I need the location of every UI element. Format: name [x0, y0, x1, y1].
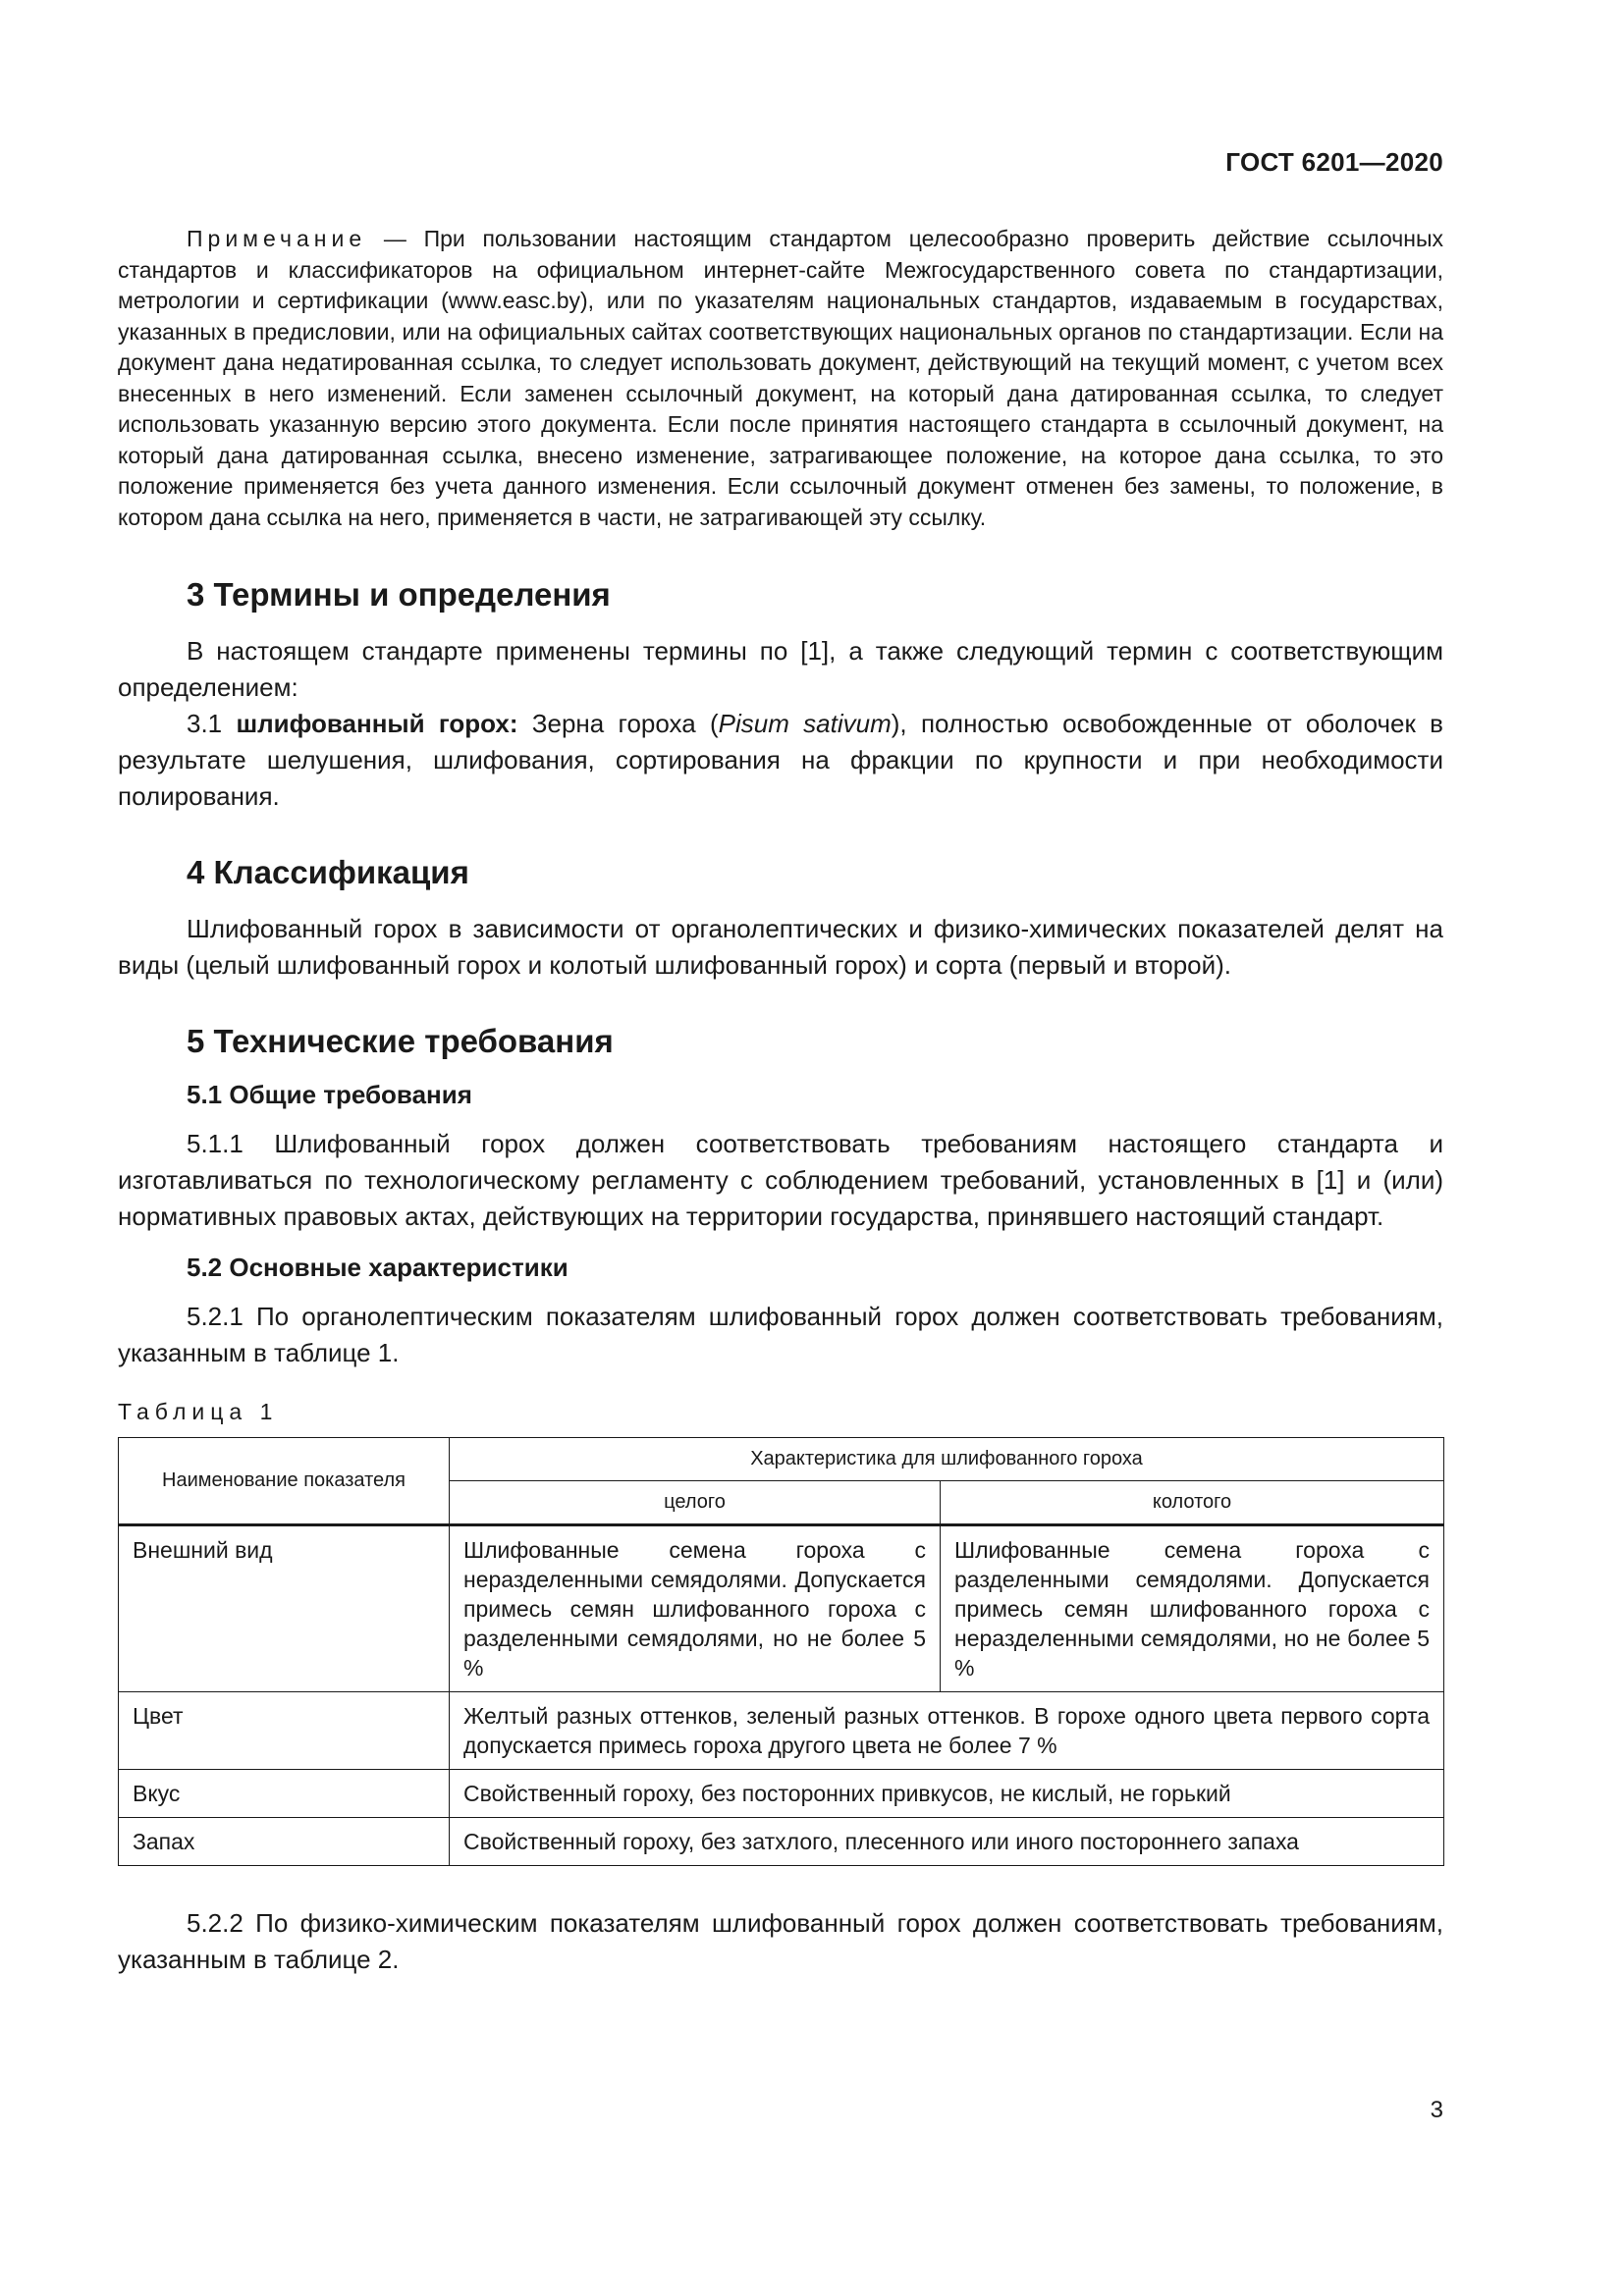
- section-4-title: 4 Классификация: [187, 854, 469, 890]
- term-number: 3.1: [187, 709, 237, 738]
- paragraph-5-2-1: 5.2.1 По органолептическим показателям шлифованный горох должен соответствовать требованиям, указанным в таблице 1.: [118, 1302, 1443, 1367]
- subsection-5-2-title: 5.2 Основные характеристики: [187, 1253, 568, 1282]
- note-label: Примечание: [187, 226, 367, 251]
- section-3-title: 3 Термины и определения: [187, 576, 611, 613]
- term-3-1: [118, 706, 1443, 815]
- section-3-intro: В настоящем стандарте применены термины по [1], а также следующий термин с соответствующим определением:: [118, 636, 1443, 702]
- header-characteristic: Характеристика для шлифованного гороха: [450, 1438, 1444, 1481]
- combined-value: Свойственный гороху, без посторонних привкусов, не кислый, не горький: [450, 1770, 1444, 1818]
- table-row: [119, 1770, 1444, 1818]
- header-split: колотого: [941, 1481, 1444, 1525]
- table-1-caption: Таблица 1: [118, 1399, 279, 1424]
- row-name: Запах: [119, 1818, 450, 1866]
- table-row: [119, 1818, 1444, 1866]
- document-code: ГОСТ 6201—2020: [1225, 147, 1443, 177]
- latin-name: Pisum sativum: [718, 709, 892, 738]
- term-name: шлифованный горох:: [236, 709, 518, 738]
- combined-value: Свойственный гороху, без затхлого, плесенного или иного постороннего запаха: [450, 1818, 1444, 1866]
- paragraph-5-1-1: 5.1.1 Шлифованный горох должен соответствовать требованиям настоящего стандарта и изготавливаться по технологическому регламенту с соблюдением требований, установленных в [1] и (или) нормативных правовых актах, действующих на территории государства, принявшего настоящий стандарт.: [118, 1129, 1443, 1231]
- note-text: — При пользовании настоящим стандартом целесообразно проверить действие ссылочных стандартов и классификаторов на официальном интернет-сайте Межгосударственного совета по стандартизации, метрологии и сертификации (www.easc.by), или по указателям национальных стандартов, издаваемым в государствах, указанных в предисловии, или на официальных сайтах соответствующих национальных органов по стандартизации. Если на документ дана недатированная ссылка, то следует использовать документ, действующий на текущий момент, с учетом всех внесенных в него изменений. Если заменен ссылочный документ, на который дана датированная ссылка, то следует использовать указанную версию этого документа. Если после принятия настоящего стандарта в ссылочный документ, на который дана датированная ссылка, внесено изменение, затрагивающее положение, на которое дана ссылка, то это положение применяется без учета данного изменения. Если ссылочный документ отменен без замены, то положение, в котором дана ссылка на него, применяется в части, не затрагивающей эту ссылку.: [118, 226, 1443, 530]
- section-5-title: 5 Технические требования: [187, 1023, 614, 1059]
- split-value: Шлифованные семена гороха с разделенными семядолями. Допускается примесь семян шлифованного гороха с неразделенными семядолями, но не более 5 %: [941, 1525, 1444, 1692]
- term-definition-part: ), полностью освобожденные от оболочек в результате шелушения, шлифования, сортирования на фракции по крупности и при необходимости полирования.: [118, 709, 1443, 811]
- table-row: [119, 1692, 1444, 1770]
- page-number: 3: [1430, 2097, 1443, 2123]
- table-row: [119, 1525, 1444, 1692]
- page-content: [118, 224, 1443, 1978]
- whole-value: Шлифованные семена гороха с неразделенными семядолями. Допускается примесь семян шлифованного гороха с разделенными семядолями, но не более 5 %: [450, 1525, 941, 1692]
- paragraph-5-2-2: 5.2.2 По физико-химическим показателям шлифованный горох должен соответствовать требованиям, указанным в таблице 2.: [118, 1908, 1443, 1974]
- combined-value: Желтый разных оттенков, зеленый разных оттенков. В горохе одного цвета первого сорта допускается примесь гороха другого цвета не более 7 %: [450, 1692, 1444, 1770]
- reference-note: [118, 224, 1443, 533]
- row-name: Цвет: [119, 1692, 450, 1770]
- row-name: Вкус: [119, 1770, 450, 1818]
- header-whole: целого: [450, 1481, 941, 1525]
- section-4-text: Шлифованный горох в зависимости от органолептических и физико-химических показателей делят на виды (целый шлифованный горох и колотый шлифованный горох) и сорта (первый и второй).: [118, 914, 1443, 980]
- term-definition-part: Зерна гороха (: [517, 709, 719, 738]
- row-name: Внешний вид: [119, 1525, 450, 1692]
- header-indicator: Наименование показателя: [119, 1438, 450, 1525]
- table-1: [118, 1437, 1444, 1866]
- subsection-5-1-title: 5.1 Общие требования: [187, 1080, 472, 1109]
